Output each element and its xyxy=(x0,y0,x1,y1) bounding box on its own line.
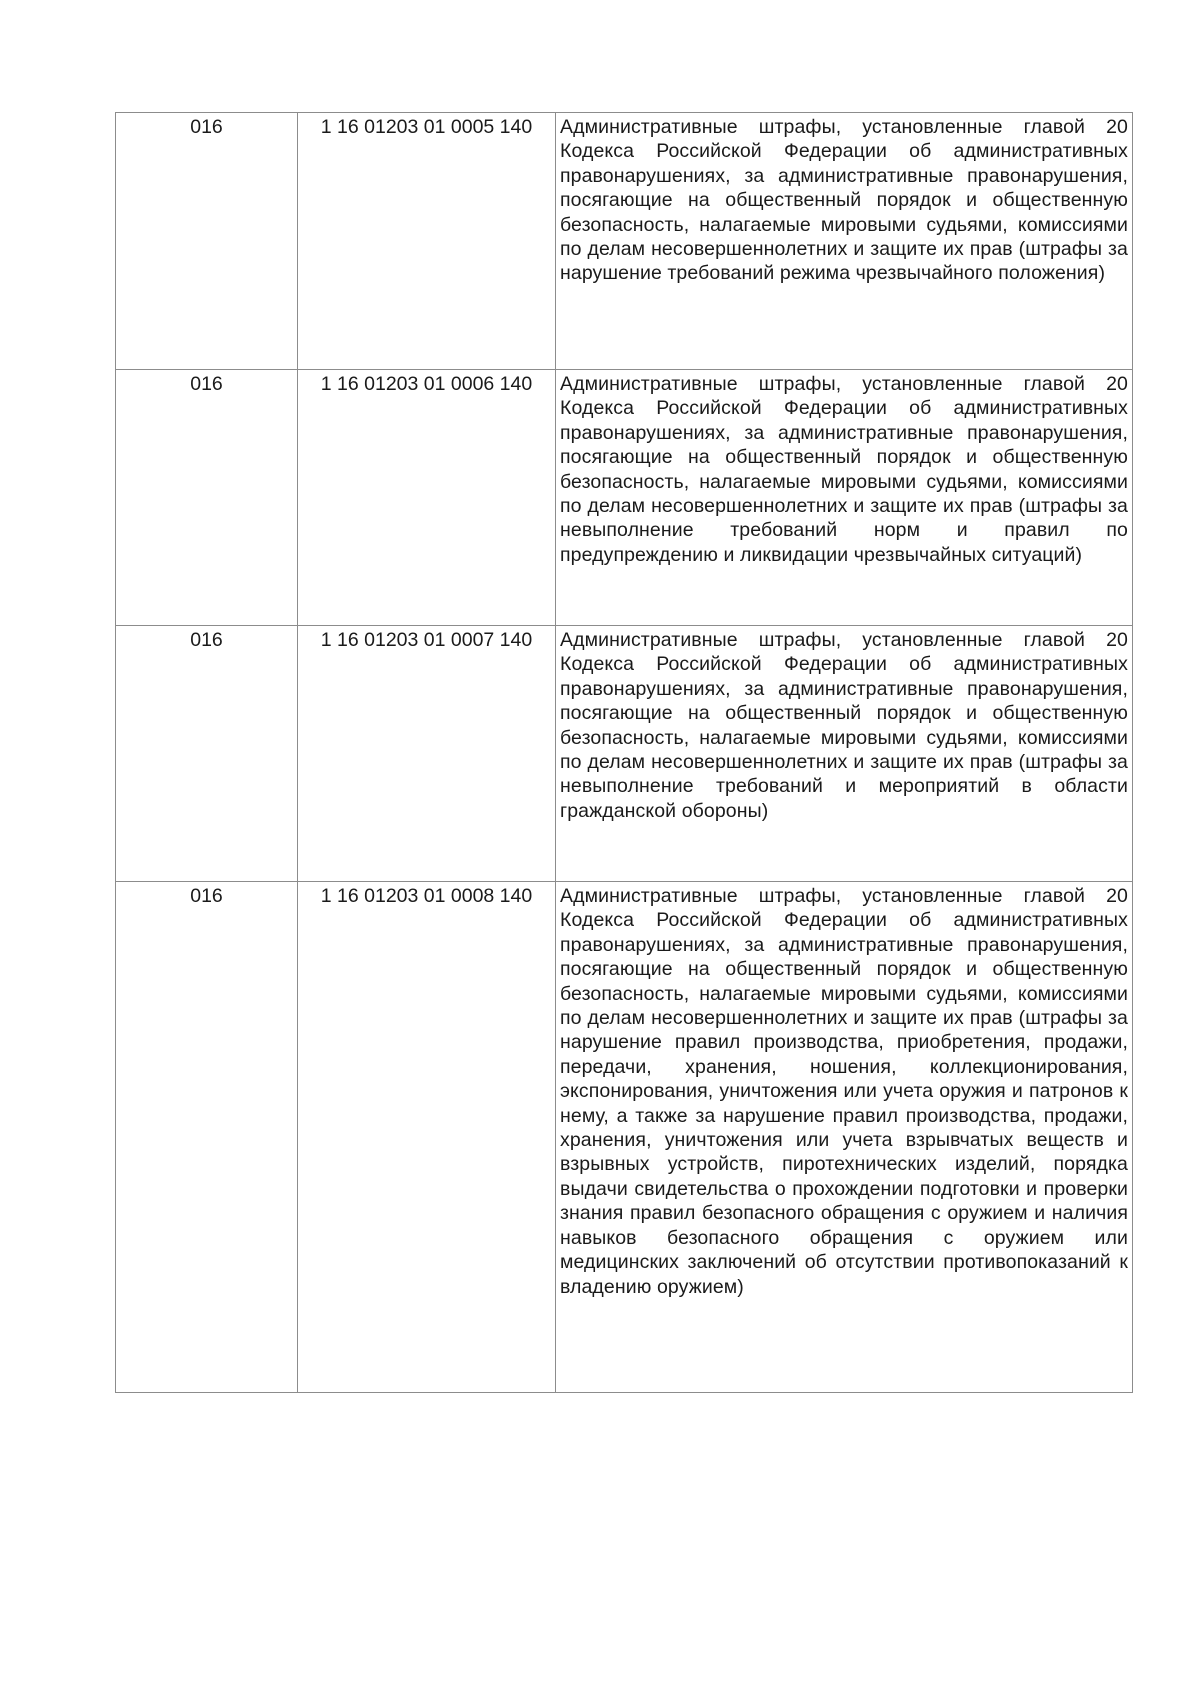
budget-codes-table xyxy=(115,112,1133,1393)
table-row xyxy=(116,882,1133,1393)
description-cell: Административные штрафы, установленные главой 20 Кодекса Российской Федерации об административных правонарушениях, за административные правонарушения, посягающие на общественный порядок и общественную безопасность, налагаемые мировыми судьями, комиссиями по делам несовершеннолетних и защите их прав (штрафы за невыполнение требований норм и правил по предупреждению и ликвидации чрезвычайных ситуаций) xyxy=(556,370,1133,626)
admin-code-cell: 016 xyxy=(116,113,298,370)
budget-code-cell: 1 16 01203 01 0005 140 xyxy=(298,113,556,370)
admin-code-cell: 016 xyxy=(116,626,298,882)
table-row xyxy=(116,626,1133,882)
admin-code-cell: 016 xyxy=(116,370,298,626)
table-row xyxy=(116,113,1133,370)
description-cell: Административные штрафы, установленные главой 20 Кодекса Российской Федерации об административных правонарушениях, за административные правонарушения, посягающие на общественный порядок и общественную безопасность, налагаемые мировыми судьями, комиссиями по делам несовершеннолетних и защите их прав (штрафы за нарушение требований режима чрезвычайного положения) xyxy=(556,113,1133,370)
table-row xyxy=(116,370,1133,626)
budget-code-cell: 1 16 01203 01 0006 140 xyxy=(298,370,556,626)
admin-code-cell: 016 xyxy=(116,882,298,1393)
description-cell: Административные штрафы, установленные главой 20 Кодекса Российской Федерации об административных правонарушениях, за административные правонарушения, посягающие на общественный порядок и общественную безопасность, налагаемые мировыми судьями, комиссиями по делам несовершеннолетних и защите их прав (штрафы за невыполнение требований и мероприятий в области гражданской обороны) xyxy=(556,626,1133,882)
description-cell: Административные штрафы, установленные главой 20 Кодекса Российской Федерации об административных правонарушениях, за административные правонарушения, посягающие на общественный порядок и общественную безопасность, налагаемые мировыми судьями, комиссиями по делам несовершеннолетних и защите их прав (штрафы за нарушение правил производства, приобретения, продажи, передачи, хранения, ношения, коллекционирования, экспонирования, уничтожения или учета оружия и патронов к нему, а также за нарушение правил производства, продажи, хранения, уничтожения или учета взрывчатых веществ и взрывных устройств, пиротехнических изделий, порядка выдачи свидетельства о прохождении подготовки и проверки знания правил безопасного обращения с оружием и наличия навыков безопасного обращения с оружием или медицинских заключений об отсутствии противопоказаний к владению оружием) xyxy=(556,882,1133,1393)
budget-code-cell: 1 16 01203 01 0007 140 xyxy=(298,626,556,882)
budget-code-cell: 1 16 01203 01 0008 140 xyxy=(298,882,556,1393)
